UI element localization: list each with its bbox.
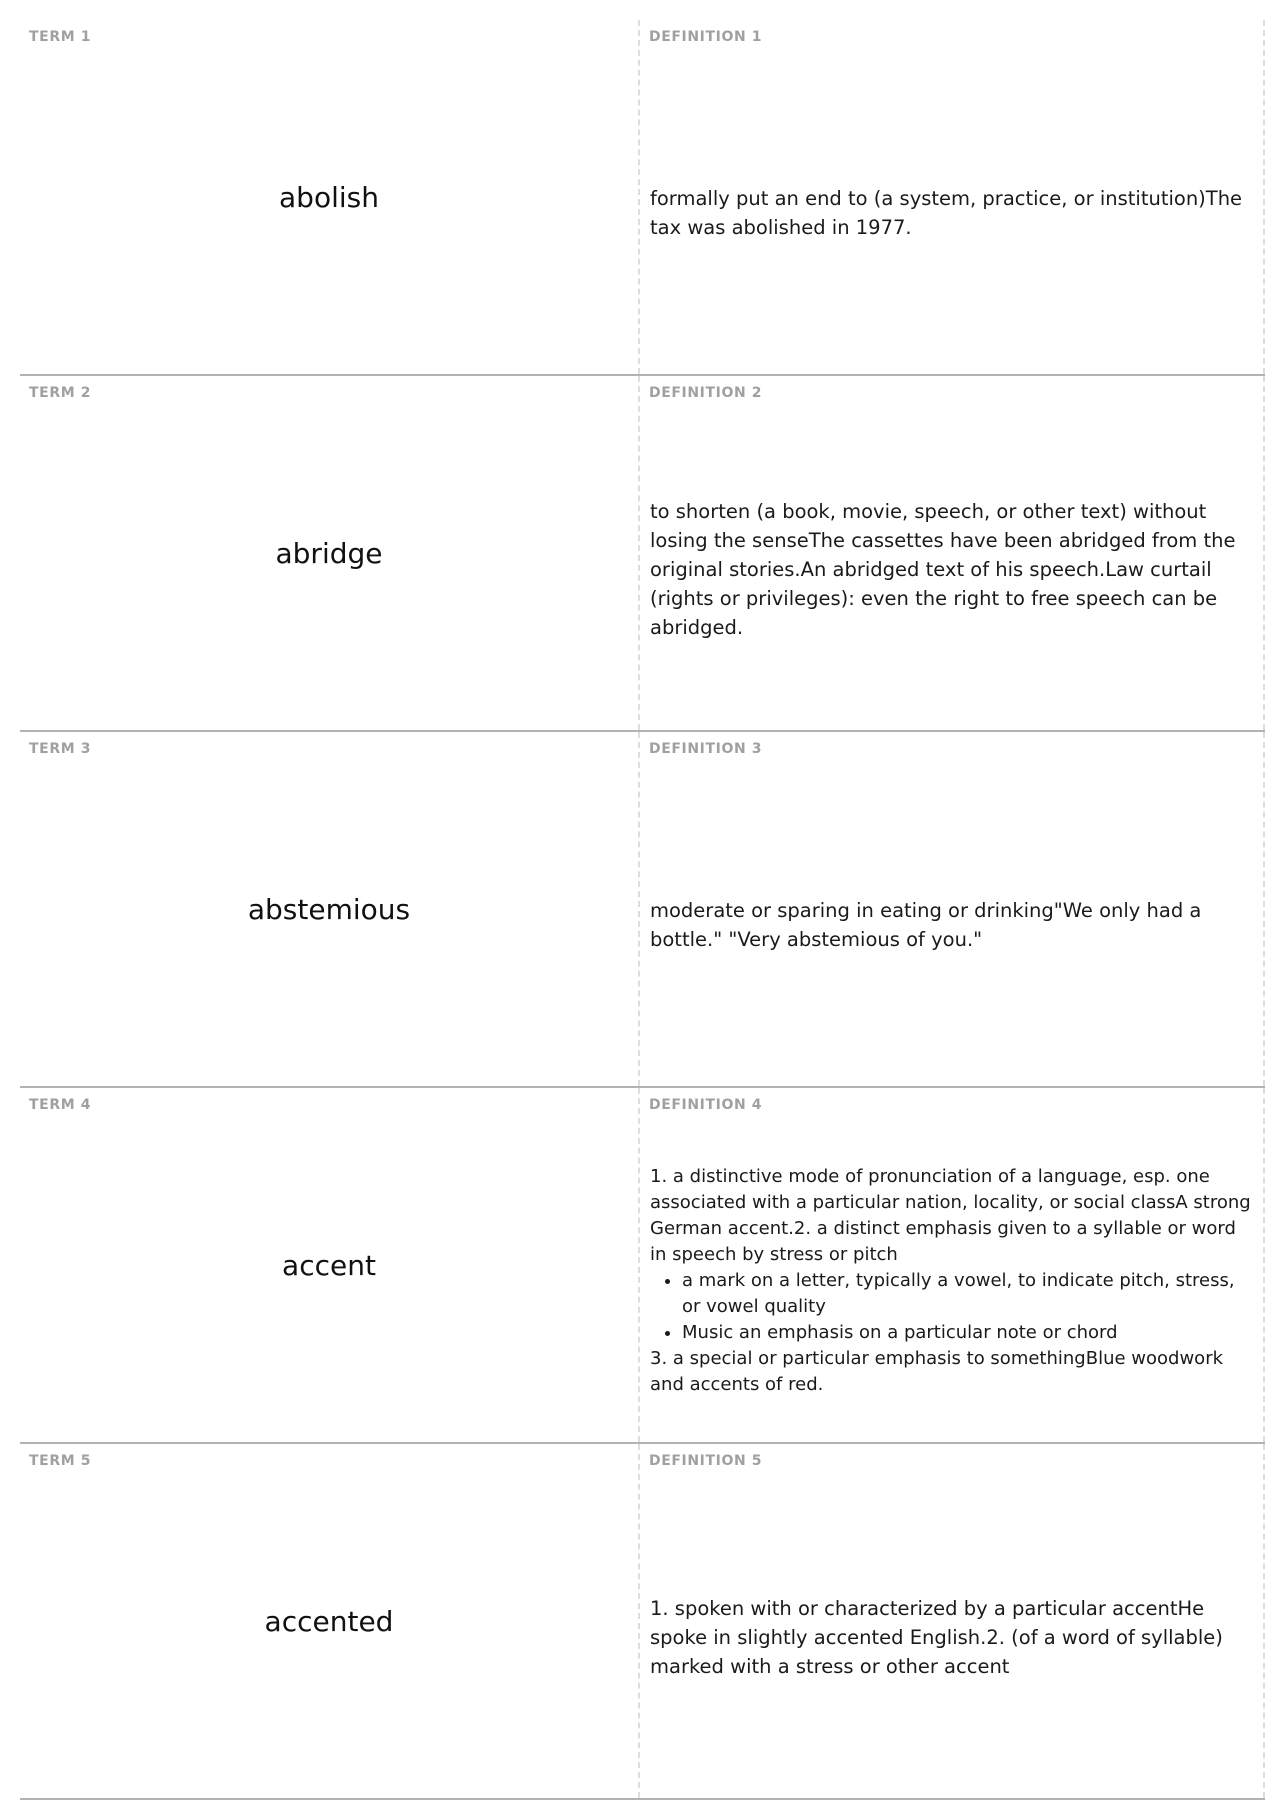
definition-intro: 1. a distinctive mode of pronunciation of a language, esp. one associated with a particular nation, locality, or social classA strong German accent.2. a distinct emphasis given to a syllable or word in speech by stress or pitch [650, 1166, 1251, 1265]
term-label: TERM 4 [29, 1097, 92, 1113]
definition-label: DEFINITION 2 [649, 385, 763, 401]
definition-text: 1. spoken with or characterized by a particular accentHe spoke in slightly accented English.2. (of a word of syllable) marked with a stress or other accent [650, 1596, 1223, 1678]
definition-body [650, 1484, 1251, 1790]
definition-body [650, 772, 1251, 1078]
term-cell [20, 732, 640, 1086]
definition-cell [640, 1088, 1265, 1442]
definition-cell [640, 732, 1265, 1086]
definition-text: to shorten (a book, movie, speech, or other text) without losing the senseThe cassettes have been abridged from the original stories.An abridged text of his speech.Law curtail (rights or privileges): even the right to free speech can be abridged. [650, 499, 1236, 639]
definition-text [650, 1164, 1251, 1398]
definition-body [650, 1128, 1251, 1434]
term-cell [20, 376, 640, 730]
term-text: abridge [275, 536, 383, 570]
definition-text: moderate or sparing in eating or drinking"We only had a bottle." "Very abstemious of you." [650, 899, 1202, 951]
definition-label: DEFINITION 1 [649, 29, 763, 45]
definition-text: formally put an end to (a system, practice, or institution)The tax was abolished in 1977. [650, 187, 1243, 239]
term-text: abolish [279, 180, 379, 214]
term-text: abstemious [247, 892, 411, 926]
definition-cell [640, 1444, 1265, 1798]
term-cell [20, 1088, 640, 1442]
term-label: TERM 1 [29, 29, 92, 45]
definition-bullet: • a mark on a letter, typically a vowel, to indicate pitch, stress, or vowel quality [682, 1268, 1251, 1320]
card-row [20, 376, 1265, 732]
term-label: TERM 5 [29, 1453, 92, 1469]
definition-label: DEFINITION 4 [649, 1097, 763, 1113]
definition-label: DEFINITION 3 [649, 741, 763, 757]
term-cell [20, 20, 640, 374]
card-row [20, 732, 1265, 1088]
definition-cell [640, 20, 1265, 374]
term-label: TERM 3 [29, 741, 92, 757]
term-text: accent [282, 1248, 376, 1282]
definition-cell [640, 376, 1265, 730]
definition-outro: 3. a special or particular emphasis to somethingBlue woodwork and accents of red. [650, 1348, 1224, 1395]
definition-body [650, 416, 1251, 722]
term-cell [20, 1444, 640, 1798]
definition-bullet: • Music an emphasis on a particular note or chord [682, 1320, 1251, 1346]
definition-bullet-list [650, 1268, 1251, 1346]
term-label: TERM 2 [29, 385, 92, 401]
card-row [20, 1444, 1265, 1800]
definition-label: DEFINITION 5 [649, 1453, 763, 1469]
card-row [20, 20, 1265, 376]
card-row [20, 1088, 1265, 1444]
term-text: accented [264, 1604, 394, 1638]
flashcard-sheet [20, 20, 1265, 1800]
definition-body [650, 60, 1251, 366]
